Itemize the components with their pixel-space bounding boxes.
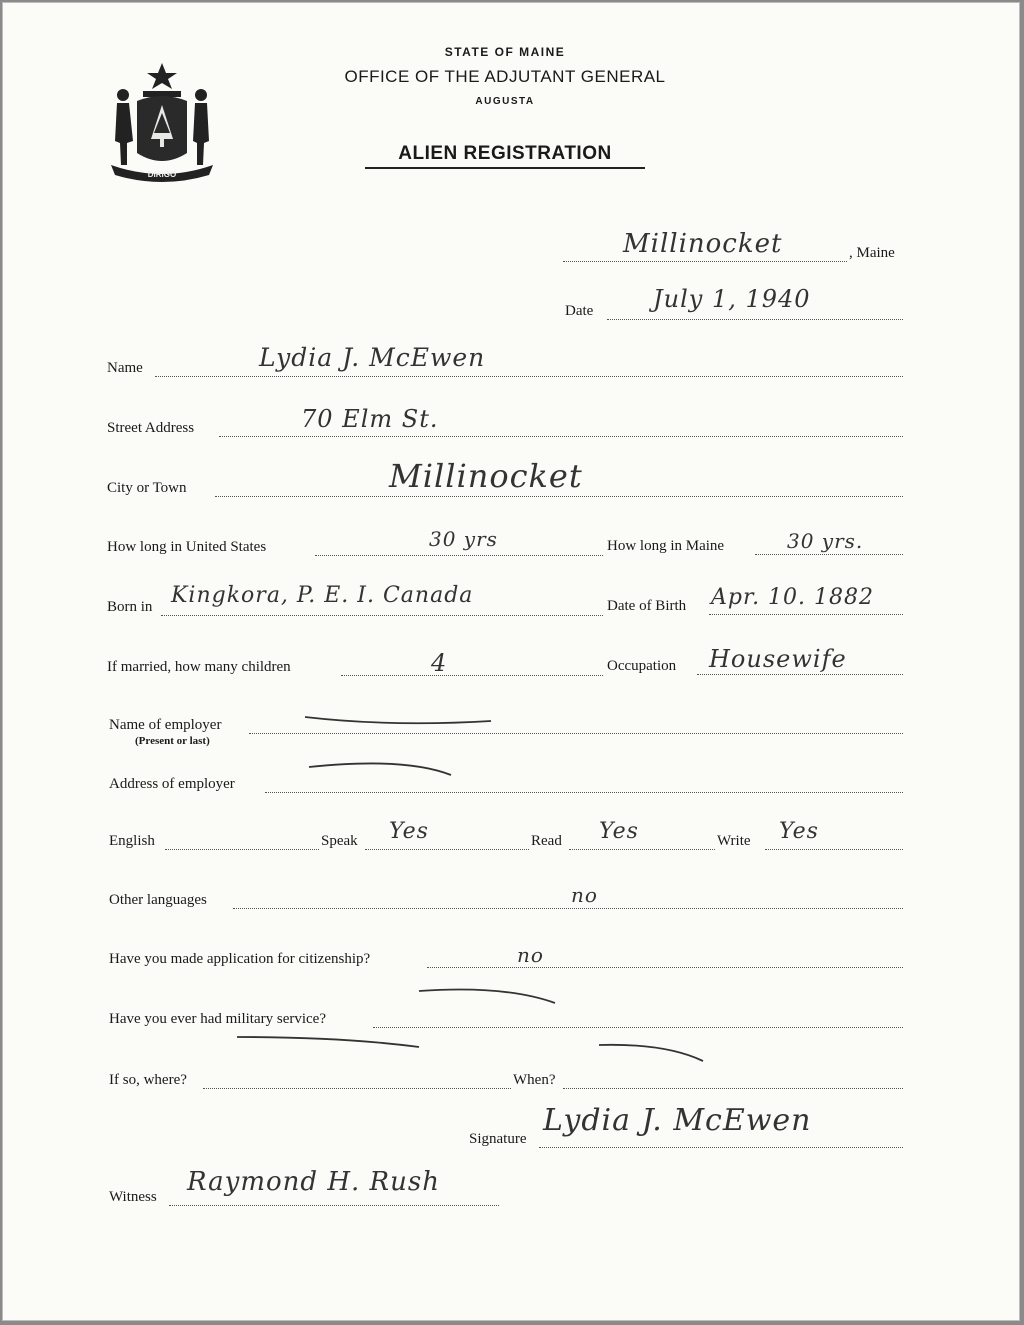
speak-entry: Yes [389, 819, 429, 844]
signature-entry: Lydia J. McEwen [543, 1103, 812, 1138]
street-line [219, 436, 903, 437]
read-line [569, 849, 715, 850]
employer-address-dash [305, 755, 465, 781]
citizenship-line [427, 967, 903, 968]
write-entry: Yes [779, 819, 819, 844]
street-entry: 70 Elm St. [301, 405, 439, 433]
speak-label: Speak [321, 833, 358, 849]
speak-line [365, 849, 529, 850]
how-long-us-entry: 30 yrs [429, 527, 498, 551]
other-languages-line [233, 908, 903, 909]
children-label: If married, how many children [107, 659, 291, 675]
other-languages-entry: no [571, 883, 598, 907]
read-entry: Yes [599, 819, 639, 844]
write-label: Write [717, 833, 751, 849]
where-line [203, 1088, 511, 1089]
citizenship-dash [415, 981, 565, 1009]
dob-label: Date of Birth [607, 598, 687, 614]
how-long-maine-entry: 30 yrs. [787, 529, 864, 553]
seal-motto-text: DIRIGO [147, 170, 177, 179]
witness-line [169, 1205, 499, 1206]
date-label: Date [565, 303, 594, 319]
city-heading: AUGUSTA [475, 96, 535, 107]
date-entry: July 1, 1940 [653, 285, 811, 313]
where-label: If so, where? [109, 1072, 187, 1088]
maine-suffix: , Maine [849, 245, 895, 261]
children-line [341, 675, 603, 676]
alien-registration-form [2, 2, 1020, 1321]
state-heading: STATE OF MAINE [444, 45, 566, 59]
occupation-line [697, 674, 903, 675]
signature-label: Signature [469, 1131, 527, 1147]
town-line [563, 261, 847, 262]
office-heading: OFFICE OF THE ADJUTANT GENERAL [344, 67, 666, 86]
read-label: Read [531, 833, 562, 849]
employer-name-line [249, 733, 903, 734]
born-label: Born in [107, 599, 153, 615]
dob-line [709, 614, 903, 615]
occupation-entry: Housewife [709, 645, 847, 673]
when-line [563, 1088, 903, 1089]
when-label: When? [513, 1072, 556, 1088]
occupation-label: Occupation [607, 658, 677, 674]
name-line [155, 376, 903, 377]
town-entry: Millinocket [623, 229, 783, 259]
children-entry: 4 [431, 649, 448, 677]
employer-name-sublabel: (Present or last) [135, 735, 210, 747]
born-line [161, 615, 603, 616]
citizenship-entry: no [517, 943, 544, 967]
write-line [765, 849, 903, 850]
employer-address-line [265, 792, 903, 793]
street-label: Street Address [107, 420, 195, 436]
form-title: ALIEN REGISTRATION [365, 143, 645, 169]
military-label: Have you ever had military service? [109, 1011, 326, 1027]
when-dash [595, 1037, 715, 1067]
city-entry: Millinocket [389, 457, 583, 495]
witness-label: Witness [109, 1189, 157, 1205]
how-long-us-line [315, 555, 603, 556]
employer-name-label: Name of employer [109, 717, 222, 733]
military-line [373, 1027, 903, 1028]
city-line [215, 496, 903, 497]
english-line [165, 849, 319, 850]
how-long-us-label: How long in United States [107, 539, 267, 555]
name-label: Name [107, 360, 143, 376]
born-entry: Kingkora, P. E. I. Canada [171, 583, 474, 608]
date-line [607, 319, 903, 320]
dob-entry: Apr. 10. 1882 [711, 585, 875, 610]
other-languages-label: Other languages [109, 892, 207, 908]
where-dash [233, 1029, 433, 1055]
citizenship-label: Have you made application for citizenship? [109, 951, 371, 967]
witness-entry: Raymond H. Rush [187, 1167, 440, 1197]
english-label: English [109, 833, 155, 849]
name-entry: Lydia J. McEwen [259, 343, 486, 372]
how-long-maine-label: How long in Maine [607, 538, 725, 554]
city-label: City or Town [107, 480, 187, 496]
signature-line [539, 1147, 903, 1148]
how-long-maine-line [755, 554, 903, 555]
employer-address-label: Address of employer [109, 776, 235, 792]
employer-name-dash [301, 707, 501, 731]
